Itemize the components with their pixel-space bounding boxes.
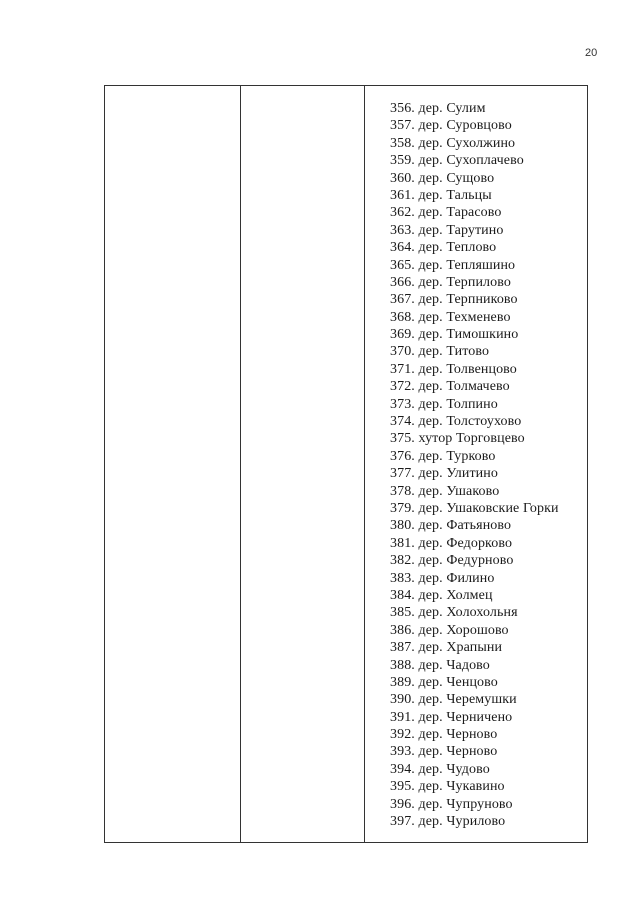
settlement-entry: 361. дер. Тальцы — [390, 187, 492, 203]
settlement-entry: 369. дер. Тимошкино — [390, 327, 519, 343]
settlement-entry: 364. дер. Теплово — [390, 240, 497, 256]
settlement-entry: 393. дер. Черново — [390, 744, 498, 760]
settlement-entry: 365. дер. Тепляшино — [390, 257, 516, 273]
settlement-entry: 390. дер. Черемушки — [390, 692, 517, 708]
settlement-entry: 388. дер. Чадово — [390, 657, 490, 673]
page-number: 20 — [585, 47, 598, 59]
settlement-entry: 392. дер. Черново — [390, 727, 498, 743]
column-divider-2 — [364, 86, 365, 842]
settlement-entry: 372. дер. Толмачево — [390, 379, 510, 395]
settlement-entry: 389. дер. Ченцово — [390, 674, 498, 690]
settlement-entry: 363. дер. Тарутино — [390, 222, 504, 238]
settlement-entry: 362. дер. Тарасово — [390, 205, 502, 221]
settlements-list — [390, 100, 559, 830]
settlement-entry: 381. дер. Федорково — [390, 535, 513, 551]
settlement-entry: 356. дер. Сулим — [390, 101, 486, 116]
settlement-entry: 375. хутор Торговцево — [390, 431, 525, 447]
settlement-entry: 385. дер. Холохольня — [390, 605, 518, 621]
settlement-entry: 357. дер. Суровцово — [390, 118, 512, 134]
settlement-entry: 373. дер. Толпино — [390, 396, 498, 412]
settlement-entry: 382. дер. Федурново — [390, 553, 514, 569]
settlement-entry: 360. дер. Сущово — [390, 170, 495, 186]
settlement-entry: 358. дер. Сухолжино — [390, 135, 516, 151]
column-divider-1 — [240, 86, 241, 842]
settlement-entry: 384. дер. Холмец — [390, 587, 493, 603]
settlement-entry: 386. дер. Хорошово — [390, 622, 509, 638]
settlement-entry: 394. дер. Чудово — [390, 761, 490, 777]
settlement-entry: 396. дер. Чупруново — [390, 796, 513, 812]
settlement-entry: 387. дер. Храпыни — [390, 640, 503, 656]
settlement-entry: 371. дер. Толвенцово — [390, 361, 517, 377]
settlement-entry: 391. дер. Черничено — [390, 709, 513, 725]
settlement-entry: 368. дер. Техменево — [390, 309, 511, 325]
settlement-entry: 383. дер. Филино — [390, 570, 495, 586]
settlement-entry: 379. дер. Ушаковские Горки — [390, 500, 559, 516]
settlement-entry: 380. дер. Фатьяново — [390, 518, 512, 534]
settlements-table — [104, 85, 588, 843]
settlement-entry: 376. дер. Турково — [390, 448, 496, 464]
settlement-entry: 395. дер. Чукавино — [390, 779, 505, 795]
settlement-entry: 366. дер. Терпилово — [390, 274, 511, 290]
settlement-entry: 370. дер. Титово — [390, 344, 490, 360]
settlement-entry: 377. дер. Улитино — [390, 466, 498, 482]
settlement-entry: 374. дер. Толстоухово — [390, 414, 522, 430]
settlement-entry: 367. дер. Терпниково — [390, 292, 518, 308]
settlement-entry: 378. дер. Ушаково — [390, 483, 500, 499]
settlement-entry: 397. дер. Чурилово — [390, 814, 506, 830]
settlement-entry: 359. дер. Сухоплачево — [390, 153, 524, 169]
